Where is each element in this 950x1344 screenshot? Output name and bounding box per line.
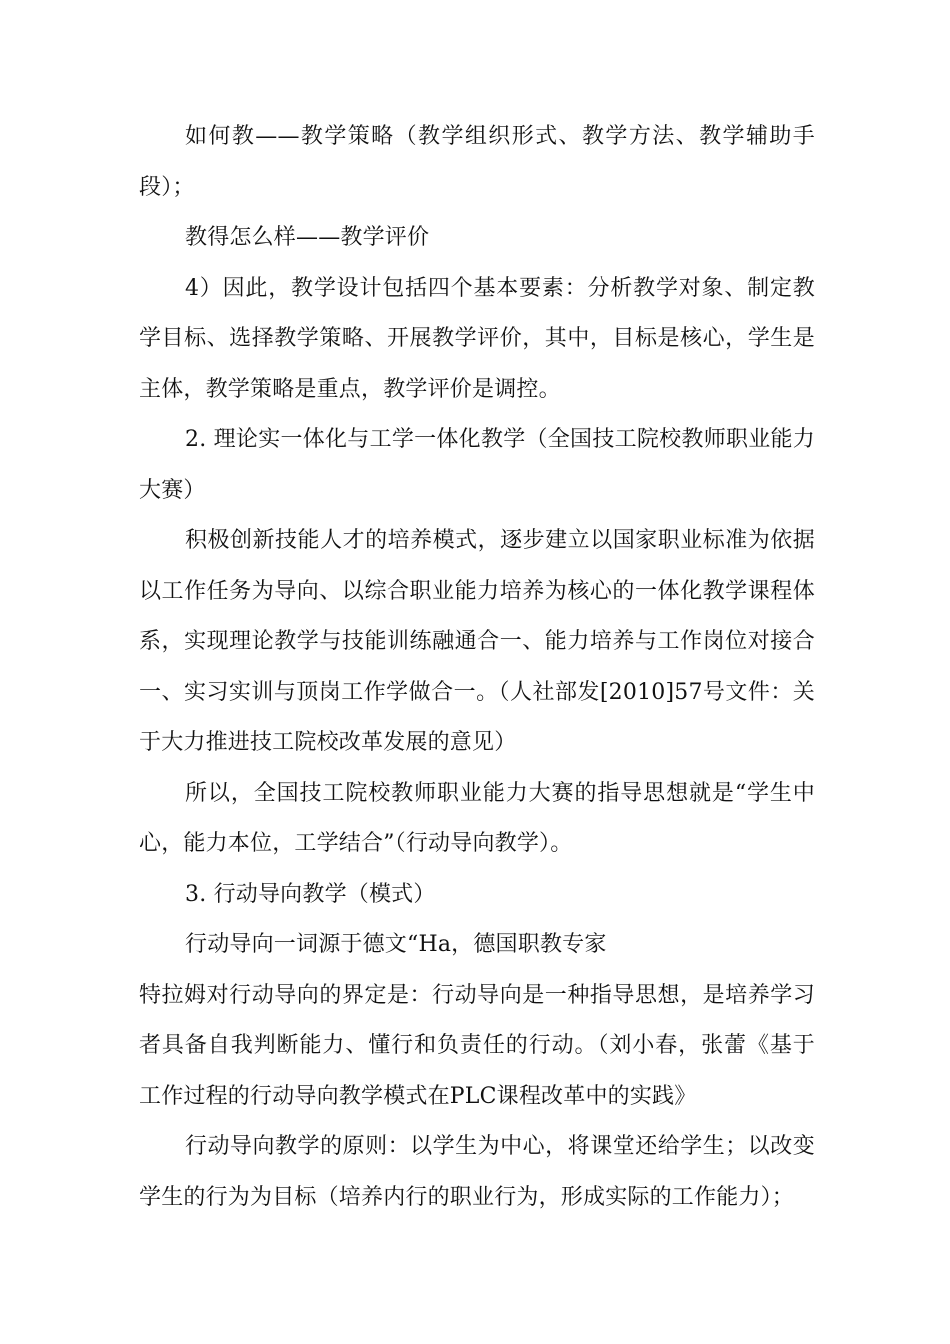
heading-integration: 2. 理论实一体化与工学一体化教学（全国技工院校教师职业能力大赛） — [139, 427, 815, 503]
paragraph-guiding-idea: 所以，全国技工院校教师职业能力大赛的指导思想就是“学生中心，能力本位，工学结合”（行动导向教学）。 — [139, 780, 815, 856]
paragraph-principles: 行动导向教学的原则：以学生为中心，将课堂还给学生；以改变学生的行为为目标（培养内行的职业行为，形成实际的工作能力）； — [139, 1134, 815, 1210]
paragraph-training-mode: 积极创新技能人才的培养模式，逐步建立以国家职业标准为依据以工作任务为导向、以综合职业能力培养为核心的一体化教学课程体系，实现理论教学与技能训练融通合一、能力培养与工作岗位对接合一、实习实训与顶岗工作学做合一。（人社部发[2010]57号文件：关于大力推进技工院校改革发展的意见） — [139, 528, 815, 755]
paragraph-definition: 特拉姆对行动导向的界定是：行动导向是一种指导思想，是培养学习者具备自我判断能力、懂行和负责任的行动。（刘小春，张蕾《基于工作过程的行动导向教学模式在PLC课程改革中的实践》 — [139, 982, 815, 1109]
paragraph-how-to-teach: 如何教——教学策略（教学组织形式、教学方法、教学辅助手段）； — [139, 124, 815, 200]
paragraph-origin: 行动导向一词源于德文“Ha，德国职教专家 — [185, 932, 607, 957]
paragraph-four-elements: 4）因此，教学设计包括四个基本要素：分析教学对象、制定教学目标、选择教学策略、开展教学评价，其中，目标是核心，学生是主体，教学策略是重点，教学评价是调控。 — [139, 275, 815, 402]
heading-action-oriented: 3. 行动导向教学（模式） — [185, 881, 436, 907]
paragraph-evaluation: 教得怎么样——教学评价 — [185, 225, 430, 250]
document-body — [139, 112, 815, 1223]
